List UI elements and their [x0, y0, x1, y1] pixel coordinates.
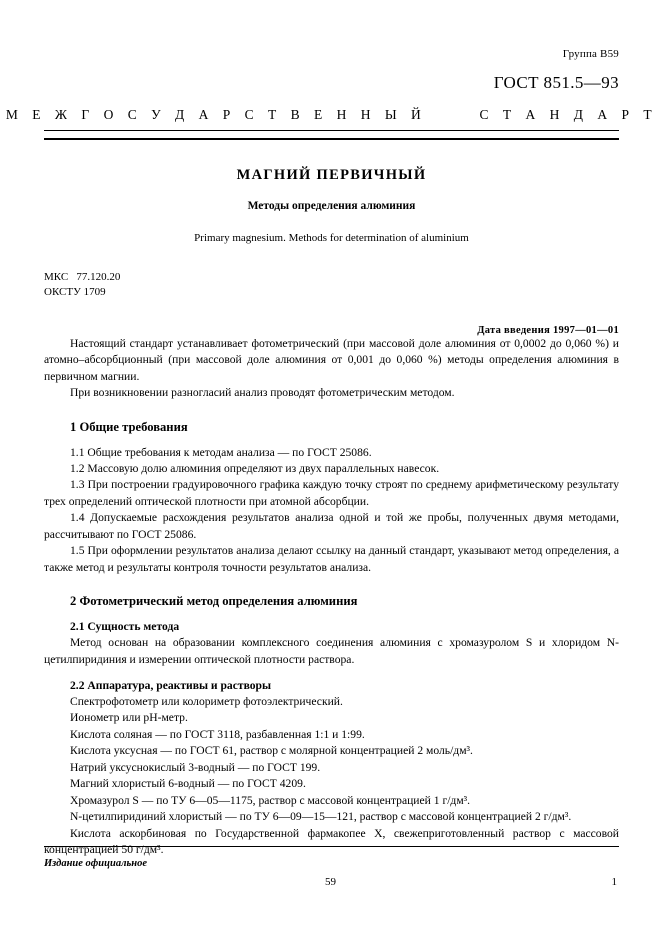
footer-divider: [44, 846, 619, 847]
group-code: Группа В59: [562, 48, 619, 60]
paragraph-1-4: 1.4 Допускаемые расхождения результатов анализа одной и той же пробы, полученных двумя методами, рассчитывают по ГОСТ 25086.: [44, 511, 619, 541]
heading-section-1: 1 Общие требования: [70, 419, 188, 434]
reagent-line-8: N-цетилпиридиний хлористый — по ТУ 6—09—15—121, раствор с массовой концентрацией 2 г/дм³.: [70, 810, 572, 824]
paragraph-1-1: 1.1 Общие требования к методам анализа — по ГОСТ 25086.: [70, 445, 372, 459]
paragraph-dispute: При возникновении разногласий анализ проводят фотометрическим методом.: [70, 386, 455, 400]
classification-codes: [44, 270, 619, 300]
header-divider-thin: [44, 130, 619, 131]
official-edition-note: Издание официальное: [44, 858, 148, 869]
mks-code: МКС 77.120.20: [44, 271, 121, 283]
page-subtitle: Методы определения алюминия: [247, 200, 416, 212]
reagent-line-9: Кислота аскорбиновая по Государственной фармакопее X, свежеприготовленный раствор с массовой концентрацией 50 г/дм³.: [44, 826, 619, 857]
page-number-right: 1: [611, 876, 617, 888]
heading-section-2: 2 Фотометрический метод определения алюминия: [70, 594, 358, 609]
reagent-line-4: Кислота уксусная — по ГОСТ 61, раствор с молярной концентрацией 2 моль/дм³.: [70, 744, 473, 758]
page-title-english: Primary magnesium. Methods for determination of aluminium: [194, 232, 469, 244]
header-divider-thick: [44, 138, 619, 140]
reagent-line-3: Кислота соляная — по ГОСТ 3118, разбавленная 1:1 и 1:99.: [70, 727, 365, 741]
paragraph-1-2: 1.2 Массовую долю алюминия определяют из двух параллельных навесок.: [70, 461, 440, 475]
paragraph-2-1: Метод основан на образовании комплексного соединения алюминия с хромазуролом S и хлоридом N-цетилпиридиния и измерении оптической плотности раствора.: [44, 636, 619, 666]
page-content: [5, 30, 658, 910]
introduction-date: Дата введения 1997—01—01: [477, 324, 619, 336]
heading-2-2: 2.2 Аппаратура, реактивы и растворы: [70, 679, 272, 693]
reagent-line-5: Натрий уксуснокислый 3-водный — по ГОСТ 199.: [70, 760, 321, 774]
interstate-standard-heading: [5, 107, 658, 123]
okstu-code: ОКСТУ 1709: [44, 285, 106, 298]
reagent-line-2: Ионометр или рН-метр.: [70, 711, 188, 725]
standard-number: ГОСТ 851.5—93: [493, 73, 619, 92]
page-number-center: 59: [325, 876, 336, 888]
page-title: МАГНИЙ ПЕРВИЧНЫЙ: [236, 167, 427, 183]
paragraph-1-5: 1.5 При оформлении результатов анализа делают ссылку на данный стандарт, указывают метод определения, а также метод и результаты контроля точности результатов анализа.: [44, 544, 619, 574]
reagent-line-6: Магний хлористый 6-водный — по ГОСТ 4209.: [70, 777, 306, 791]
interstate-standard-text: М Е Ж Г О С У Д А Р С Т В Е Н Н Ы Й С Т А Н Д А Р Т: [5, 107, 658, 122]
paragraph-1-3: 1.3 При построении градуировочного графика каждую точку строят по среднему арифметическому результату трех определений оптической плотности при атомной абсорбции.: [44, 478, 619, 508]
heading-2-1: 2.1 Сущность метода: [70, 620, 180, 634]
reagent-line-1: Спектрофотометр или колориметр фотоэлектрический.: [70, 695, 343, 709]
reagent-line-7: Хромазурол S — по ТУ 6—05—1175, раствор с массовой концентрацией 1 г/дм³.: [70, 793, 471, 807]
paragraph-scope: Настоящий стандарт устанавливает фотометрический (при массовой доле алюминия от 0,0002 до 0,060 %) и атомно–абсорбционный (при массовой доле алюминия от 0,001 до 0,060 %) методы определения алюминия в первичном магнии.: [44, 336, 619, 383]
